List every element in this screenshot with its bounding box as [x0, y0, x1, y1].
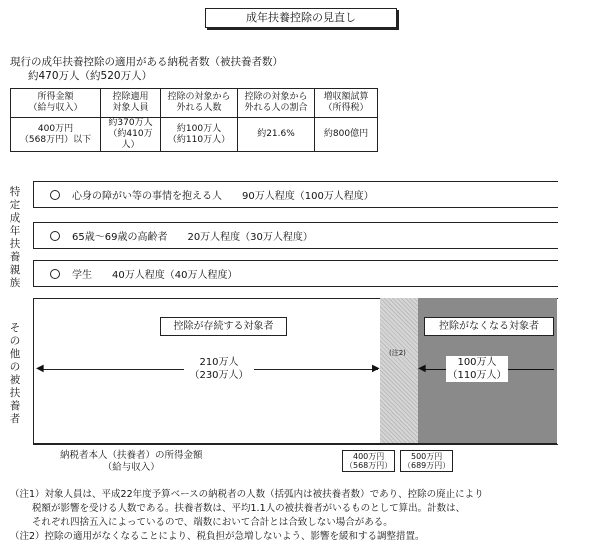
arrow-left-icon: ◀ — [418, 363, 426, 374]
special-row-1 — [33, 181, 558, 208]
circle-bullet-icon — [50, 269, 60, 279]
special-row-text: 学生 — [72, 270, 92, 281]
arrow-right-icon: ▶ — [372, 363, 380, 374]
header-excluded-ratio: 控除の対象から 外れる人の割合 — [238, 89, 315, 118]
circle-bullet-icon — [50, 231, 60, 241]
axis-line — [33, 443, 557, 444]
table-header-row — [11, 89, 378, 118]
tick-500: 500万円 （689万円） — [400, 450, 453, 472]
page-title: 成年扶養控除の見直し — [205, 8, 397, 28]
cell-revenue: 約800億円 — [315, 118, 378, 152]
note-1-line-2: 税額が影響を受ける人数である。扶養者数は、平均1.1人の被扶養者がいるものとして算出。計数は、 — [32, 503, 466, 514]
cell-income: 400万円 （568万円）以下 — [11, 118, 101, 152]
special-row-2 — [33, 222, 558, 249]
continue-count: 210万人 （230万人） — [184, 356, 254, 382]
adjustment-zone — [380, 298, 418, 443]
header-revenue: 増収額試算 （所得税） — [315, 89, 378, 118]
cell-excluded-ratio: 約21.6% — [238, 118, 315, 152]
footnotes — [10, 488, 590, 544]
special-row-text: 心身の障がい等の事情を抱える人 — [72, 191, 222, 202]
summary-table — [10, 88, 378, 152]
axis-label: 納税者本人（扶養者）の所得金額 （給与収入） — [60, 450, 203, 473]
continue-label: 控除が存続する対象者 — [160, 317, 287, 336]
tick-400: 400万円 （568万円） — [342, 450, 395, 472]
note-1-line-3: それぞれ四捨五入によっているので、端数において合計とは合致しない場合がある。 — [32, 517, 393, 528]
special-dependents-label: 特 定 成 年 扶 養 親 族 — [9, 186, 21, 289]
table-row — [11, 118, 378, 152]
remove-label: 控除がなくなる対象者 — [424, 317, 554, 336]
special-row-3 — [33, 260, 558, 287]
note-1: （注1）対象人員は、平成22年度予算ベースの納税者の人数（括弧内は被扶養者数）であり、控除の廃止により — [10, 489, 484, 500]
special-row-text: 65歳～69歳の高齢者 — [72, 232, 168, 243]
circle-bullet-icon — [50, 190, 60, 200]
intro-line-1: 現行の成年扶養控除の適用がある納税者数（被扶養者数） — [10, 56, 283, 68]
cell-applicable: 約370万人 （約410万人） — [101, 118, 161, 152]
special-row-count: 40万人程度（40万人程度） — [112, 270, 238, 281]
note-2: （注2）控除の適用がなくなることにより、税負担が急増しないよう、影響を緩和する調整措置。 — [10, 531, 425, 542]
special-row-count: 20万人程度（30万人程度） — [187, 232, 313, 243]
header-applicable: 控除適用 対象人員 — [101, 89, 161, 118]
note2-marker: (注2) — [389, 349, 406, 357]
remove-count: 100万人 （110万人） — [447, 357, 507, 381]
arrow-left-icon: ◀ — [36, 363, 44, 374]
header-excluded-count: 控除の対象から 外れる人数 — [161, 89, 238, 118]
cell-excluded-count: 約100万人 （約110万人） — [161, 118, 238, 152]
other-dependents-label: そ の 他 の 被 扶 養 者 — [9, 322, 21, 425]
special-row-count: 90万人程度（100万人程度） — [242, 191, 374, 202]
header-income: 所得金額 （給与収入） — [11, 89, 101, 118]
intro-text — [10, 55, 283, 83]
intro-line-2: 約470万人（約520万人） — [28, 70, 153, 82]
